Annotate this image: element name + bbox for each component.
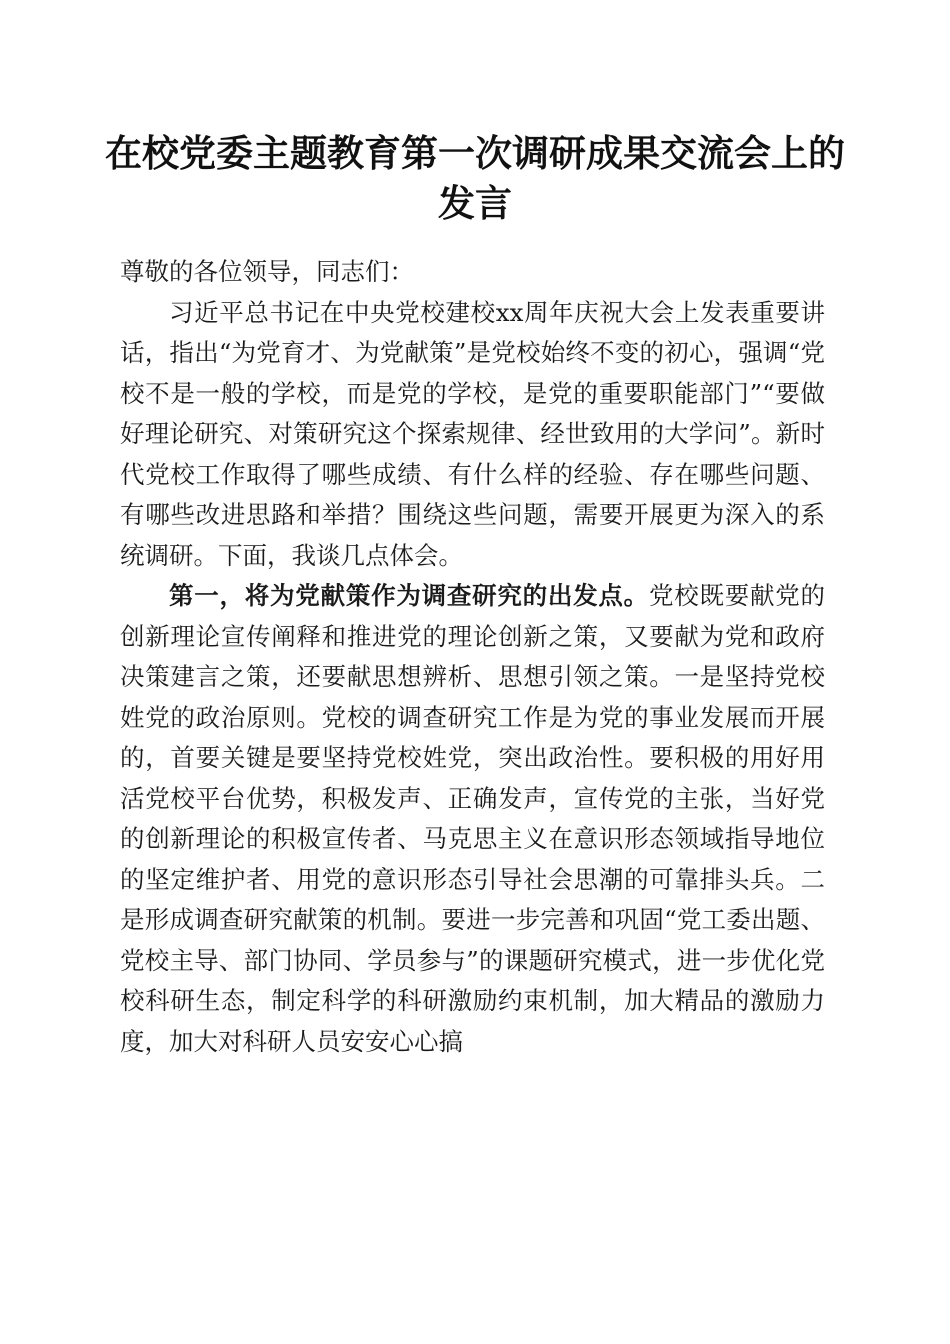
document-title: 在校党委主题教育第一次调研成果交流会上的发言 [105,131,845,225]
salutation: 尊敬的各位领导，同志们： [120,257,414,286]
paragraph-2-text: 党校既要献党的创新理论宣传阐释和推进党的理论创新之策，又要献为党和政府决策建言之策，还要献思想辨析、思想引领之策。一是坚持党校姓党的政治原则。党校的调查研究工作是为党的事业发展而开展的，首要关键是要坚持党校姓党，突出政治性。要积极的用好用活党校平台优势，积极发声、正确发声，宣传党的主张，当好党的创新理论的积极宣传者、马克思主义在意识形态领域指导地位的坚定维护者、用党的意识形态引导社会思潮的可靠排头兵。二是形成调查研究献策的机制。要进一步完善和巩固“党工委出题、党校主导、部门协同、学员参与”的课题研究模式，进一步优化党校科研生态，制定科学的科研激励约束机制，加大精品的激励力度，加大对科研人员安安心心搞 [120,581,826,1056]
paragraph-1 [120,293,825,577]
paragraph-2-heading: 第一，将为党献策作为调查研究的出发点。 [169,581,649,610]
document-body [120,252,825,1062]
paragraph-2 [120,576,825,1062]
paragraph-1-text: 习近平总书记在中央党校建校xx周年庆祝大会上发表重要讲话，指出“为党育才、为党献策”是党校始终不变的初心，强调“党校不是一般的学校，而是党的学校，是党的重要职能部门”“要做好理论研究、对策研究这个探索规律、经世致用的大学问”。新时代党校工作取得了哪些成绩、有什么样的经验、存在哪些问题、有哪些改进思路和举措？围绕这些问题，需要开展更为深入的系统调研。下面，我谈几点体会。 [120,297,825,570]
